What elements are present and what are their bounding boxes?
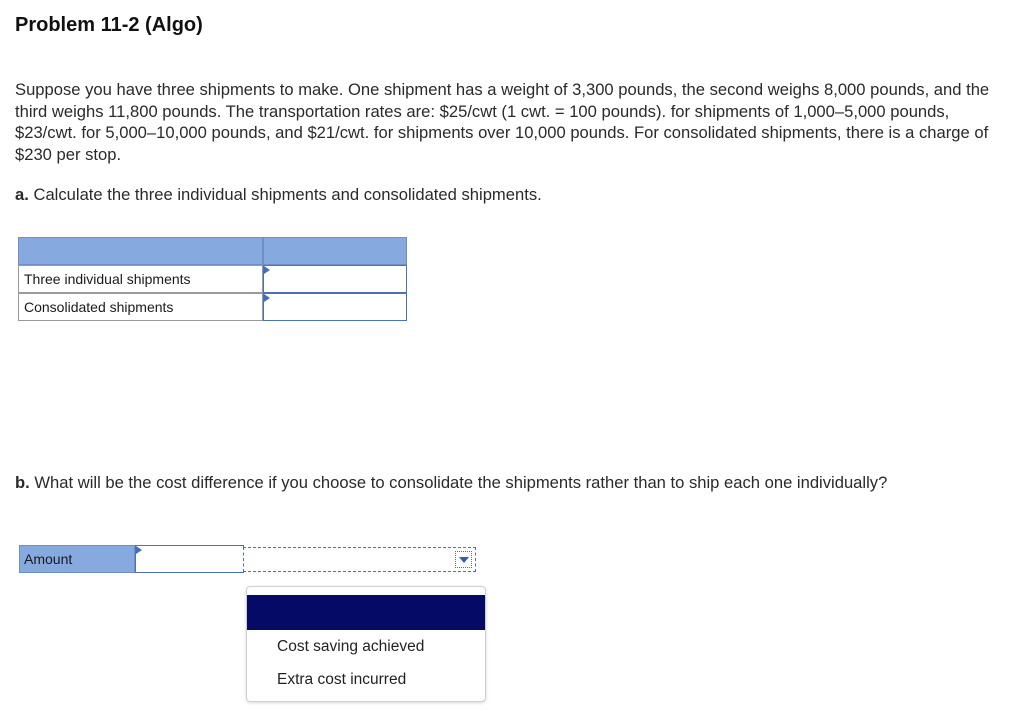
row-label-consolidated: Consolidated shipments bbox=[18, 293, 263, 321]
dropdown-option-cost-saving[interactable]: Cost saving achieved bbox=[277, 638, 425, 655]
dropdown-menu bbox=[246, 586, 486, 702]
amount-input-cell[interactable] bbox=[135, 545, 244, 573]
dropdown-option-blank[interactable] bbox=[247, 595, 485, 630]
question-b bbox=[15, 472, 1010, 494]
problem-title: Problem 11-2 (Algo) bbox=[15, 14, 203, 36]
table-a-header-label bbox=[18, 237, 263, 265]
table-a-header-value bbox=[263, 237, 407, 265]
question-b-letter: b. bbox=[15, 473, 30, 492]
individual-shipments-input[interactable] bbox=[264, 266, 406, 292]
amount-label: Amount bbox=[19, 545, 135, 573]
chevron-down-icon[interactable] bbox=[455, 551, 472, 568]
consolidated-shipments-input-cell[interactable] bbox=[263, 293, 407, 321]
individual-shipments-input-cell[interactable] bbox=[263, 265, 407, 293]
row-label-individual: Three individual shipments bbox=[18, 265, 263, 293]
amount-input[interactable] bbox=[136, 546, 243, 572]
input-marker-icon bbox=[264, 294, 270, 302]
cost-direction-select[interactable] bbox=[243, 547, 476, 572]
question-a-letter: a. bbox=[15, 185, 29, 204]
question-a-text: Calculate the three individual shipments and consolidated shipments. bbox=[33, 185, 542, 204]
question-b-text: What will be the cost difference if you choose to consolidate the shipments rather than to ship each one individually? bbox=[34, 473, 888, 492]
question-a bbox=[15, 185, 542, 205]
dropdown-option-extra-cost[interactable]: Extra cost incurred bbox=[277, 671, 407, 688]
input-marker-icon bbox=[136, 546, 142, 554]
problem-text: Suppose you have three shipments to make. One shipment has a weight of 3,300 pounds, the second weighs 8,000 pounds, and the third weighs 11,800 pounds. The transportation rates are: $25/cwt (1 cwt. = 100 pounds). for shipments of 1,000–5,000 pounds, $23/cwt. for 5,000–10,000 pounds, and $21/cwt. for shipments over 10,000 pounds. For consolidated shipments, there is a charge of $230 per stop. bbox=[15, 80, 990, 164]
consolidated-shipments-input[interactable] bbox=[264, 294, 406, 320]
input-marker-icon bbox=[264, 266, 270, 274]
